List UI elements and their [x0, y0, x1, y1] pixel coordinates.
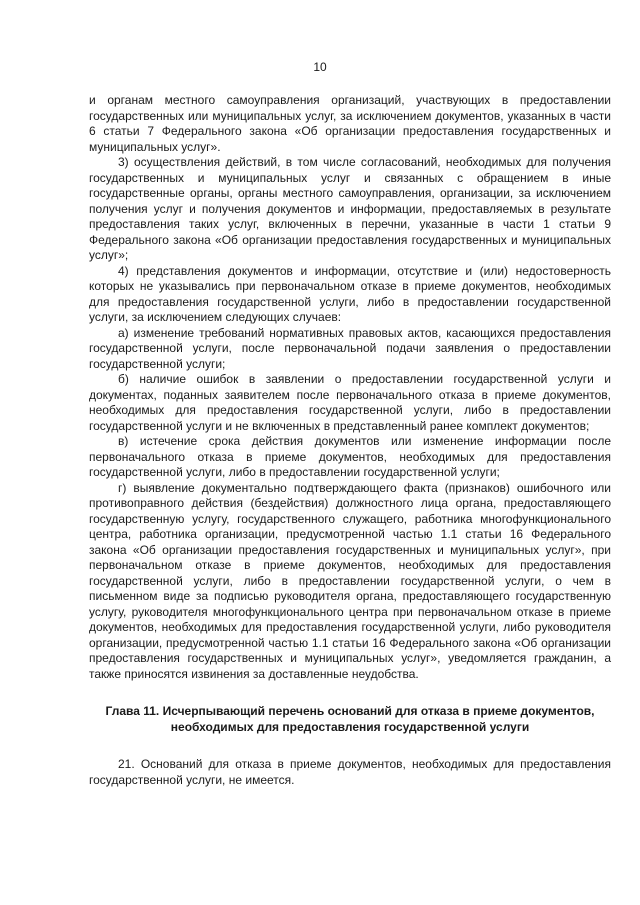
- paragraph-21: 21. Оснований для отказа в приеме документов, необходимых для предоставления государственной услуги, не имеется.: [89, 757, 611, 787]
- paragraph-subitem-b: б) наличие ошибок в заявлении о предоставлении государственной услуги и документах, поданных заявителем после первоначального отказа в приеме документов, необходимых для предоставления государственной услуги, либо в предоставлении государственной услуги и не включенных в представленный ранее комплект документов;: [89, 372, 611, 433]
- paragraph-subitem-a: а) изменение требований нормативных правовых актов, касающихся предоставления государственной услуги, после первоначальной подачи заявления о предоставлении государственной услуги;: [89, 325, 611, 371]
- chapter-heading: Глава 11. Исчерпывающий перечень оснований для отказа в приеме документов, необходимых для предоставления государственной услуги: [105, 704, 595, 734]
- paragraph-subitem-g: г) выявление документально подтверждающего факта (признаков) ошибочного или противоправного действия (бездействия) должностного лица органа, предоставляющего государственную услугу, государственного служащего, работника многофункционального центра, работника организации, предусмотренной частью 1.1 статьи 16 Федерального закона «Об организации предоставления государственных и муниципальных услуг», при первоначальном отказе в приеме документов, необходимых для предоставления государственной услуги, либо в предоставлении государственной услуги, о чем в письменном виде за подписью руководителя органа, предоставляющего государственную услугу, руководителя многофункционального центра при первоначальном отказе в приеме документов, необходимых для предоставления государственной услуги, либо руководителя организации, предусмотренной частью 1.1 статьи 16 Федерального закона «Об организации предоставления государственных и муниципальных услуг», уведомляется гражданин, а также приносятся извинения за доставленные неудобства.: [89, 480, 611, 681]
- paragraph-continuation: и органам местного самоуправления организаций, участвующих в предоставлении государственных или муниципальных услуг, за исключением документов, указанных в части 6 статьи 7 Федерального закона «Об организации предоставления государственных и муниципальных услуг».: [89, 93, 611, 154]
- paragraph-item-4: 4) представления документов и информации, отсутствие и (или) недостоверность которых не указывались при первоначальном отказе в приеме документов, необходимых для предоставления государственной услуги, либо в предоставлении государственной услуги, за исключением следующих случаев:: [89, 263, 611, 324]
- page-number: 10: [313, 60, 327, 74]
- paragraph-subitem-v: в) истечение срока действия документов или изменение информации после первоначального отказа в приеме документов, необходимых для предоставления государственной услуги, либо в предоставлении государственной услуги;: [89, 434, 611, 479]
- document-body: [89, 93, 611, 788]
- paragraph-item-3: 3) осуществления действий, в том числе согласований, необходимых для получения государственных и муниципальных услуг и связанных с обращением в иные государственные органы, органы местного самоуправления, организации, за исключением получения услуг и получения документов и информации, предоставляемых в результате предоставления таких услуг, включенных в перечни, указанные в части 1 статьи 9 Федерального закона «Об организации предоставления государственных и муниципальных услуг»;: [89, 155, 611, 262]
